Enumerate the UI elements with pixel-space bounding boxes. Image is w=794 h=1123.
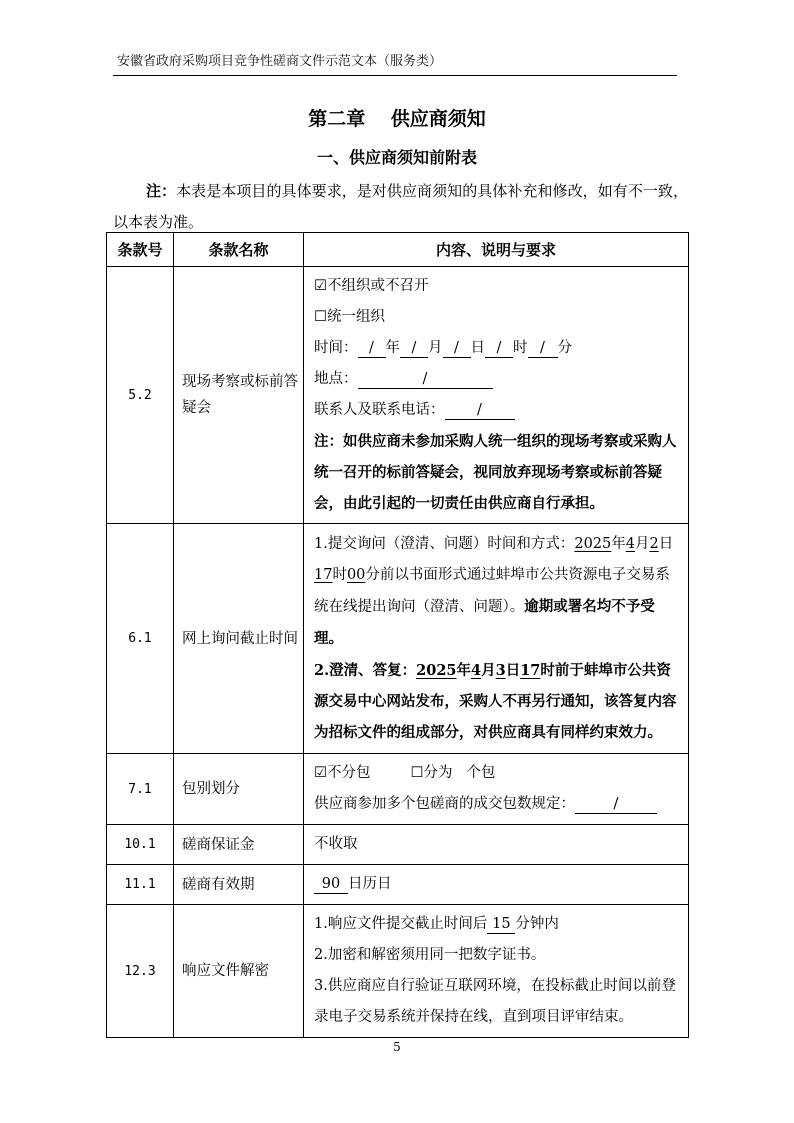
clause-no: 5.2 bbox=[107, 267, 174, 524]
clause-no: 10.1 bbox=[107, 825, 174, 865]
inquiry-deadline: 1.提交询问（澄清、问题）时间和方式：2025年4月2日17时00分前以书面形式通过蚌埠市公共资源电子交易系统在线提出询问（澄清、问题）。逾期或署名均不予受理。 bbox=[314, 536, 674, 647]
lot-limit: 供应商参加多个包磋商的成交包数规定： / bbox=[314, 789, 680, 820]
clause-name: 包别划分 bbox=[174, 754, 304, 825]
note-label: 注： bbox=[146, 182, 177, 200]
clause-name: 响应文件解密 bbox=[174, 905, 304, 1038]
clause-name: 现场考察或标前答疑会 bbox=[174, 267, 304, 524]
clause-name: 网上询问截止时间 bbox=[174, 524, 304, 754]
clause-content bbox=[304, 754, 689, 825]
section-title: 一、供应商须知前附表 bbox=[316, 148, 477, 167]
clause-content bbox=[304, 267, 689, 524]
col-header-content: 内容、说明与要求 bbox=[304, 233, 689, 267]
table-row bbox=[107, 267, 689, 524]
meeting-contact: 联系人及联系电话： / bbox=[314, 395, 680, 426]
option-not-organized: ☑不组织或不召开 bbox=[314, 278, 429, 294]
clause-no: 6.1 bbox=[107, 524, 174, 754]
decrypt-line-2: 2.加密和解密须用同一把数字证书。 bbox=[314, 947, 546, 963]
col-header-clause-name: 条款名称 bbox=[174, 233, 304, 267]
col-header-clause-no: 条款号 bbox=[107, 233, 174, 267]
clause-content: 90 日历日 bbox=[304, 865, 689, 905]
clause-content bbox=[304, 524, 689, 754]
info-table bbox=[106, 232, 689, 1038]
clause-content bbox=[304, 905, 689, 1038]
table-row bbox=[107, 524, 689, 754]
header-rule bbox=[113, 75, 677, 76]
page-header: 安徽省政府采购项目竞争性磋商文件示范文本（服务类） bbox=[117, 54, 443, 69]
decrypt-line-1: 1.响应文件提交截止时间后 15 分钟内 bbox=[314, 916, 559, 932]
option-organized: ☐统一组织 bbox=[314, 309, 385, 325]
validity-days: 90 bbox=[314, 875, 348, 894]
table-row bbox=[107, 865, 689, 905]
decrypt-line-3: 3.供应商应自行验证互联网环境，在投标截止时间以前登录电子交易系统并保持在线，直到项目评审结束。 bbox=[314, 978, 676, 1025]
clause-name: 磋商有效期 bbox=[174, 865, 304, 905]
clause-no: 7.1 bbox=[107, 754, 174, 825]
meeting-time: 时间： / 年 / 月 / 日 / 时 / 分 bbox=[314, 340, 572, 356]
meeting-place: 地点： / bbox=[314, 364, 680, 395]
table-row bbox=[107, 905, 689, 1038]
clause-no: 11.1 bbox=[107, 865, 174, 905]
chapter-title: 第二章 供应商须知 bbox=[308, 108, 486, 130]
clarification-release: 2.澄清、答复：2025年4月3日17时前于蚌埠市公共资源交易中心网站发布，采购人不再另行通知，该答复内容为招标文件的组成部分，对供应商具有同样约束效力。 bbox=[314, 662, 677, 741]
intro-note bbox=[113, 176, 688, 238]
clause-content: 不收取 bbox=[304, 825, 689, 865]
clause-no: 12.3 bbox=[107, 905, 174, 1038]
table-row bbox=[107, 754, 689, 825]
table-row bbox=[107, 825, 689, 865]
table-header-row bbox=[107, 233, 689, 267]
lot-options: ☑不分包 ☐分为 个包 bbox=[314, 765, 496, 781]
note-text: 本表是本项目的具体要求，是对供应商须知的具体补充和修改，如有不一致，以本表为准。 bbox=[113, 182, 688, 231]
meeting-note: 注：如供应商未参加采购人统一组织的现场考察或采购人统一召开的标前答疑会，视同放弃现场考察或标前答疑会，由此引起的一切责任由供应商自行承担。 bbox=[314, 433, 677, 512]
clause-name: 磋商保证金 bbox=[174, 825, 304, 865]
page-number: 5 bbox=[393, 1040, 401, 1054]
